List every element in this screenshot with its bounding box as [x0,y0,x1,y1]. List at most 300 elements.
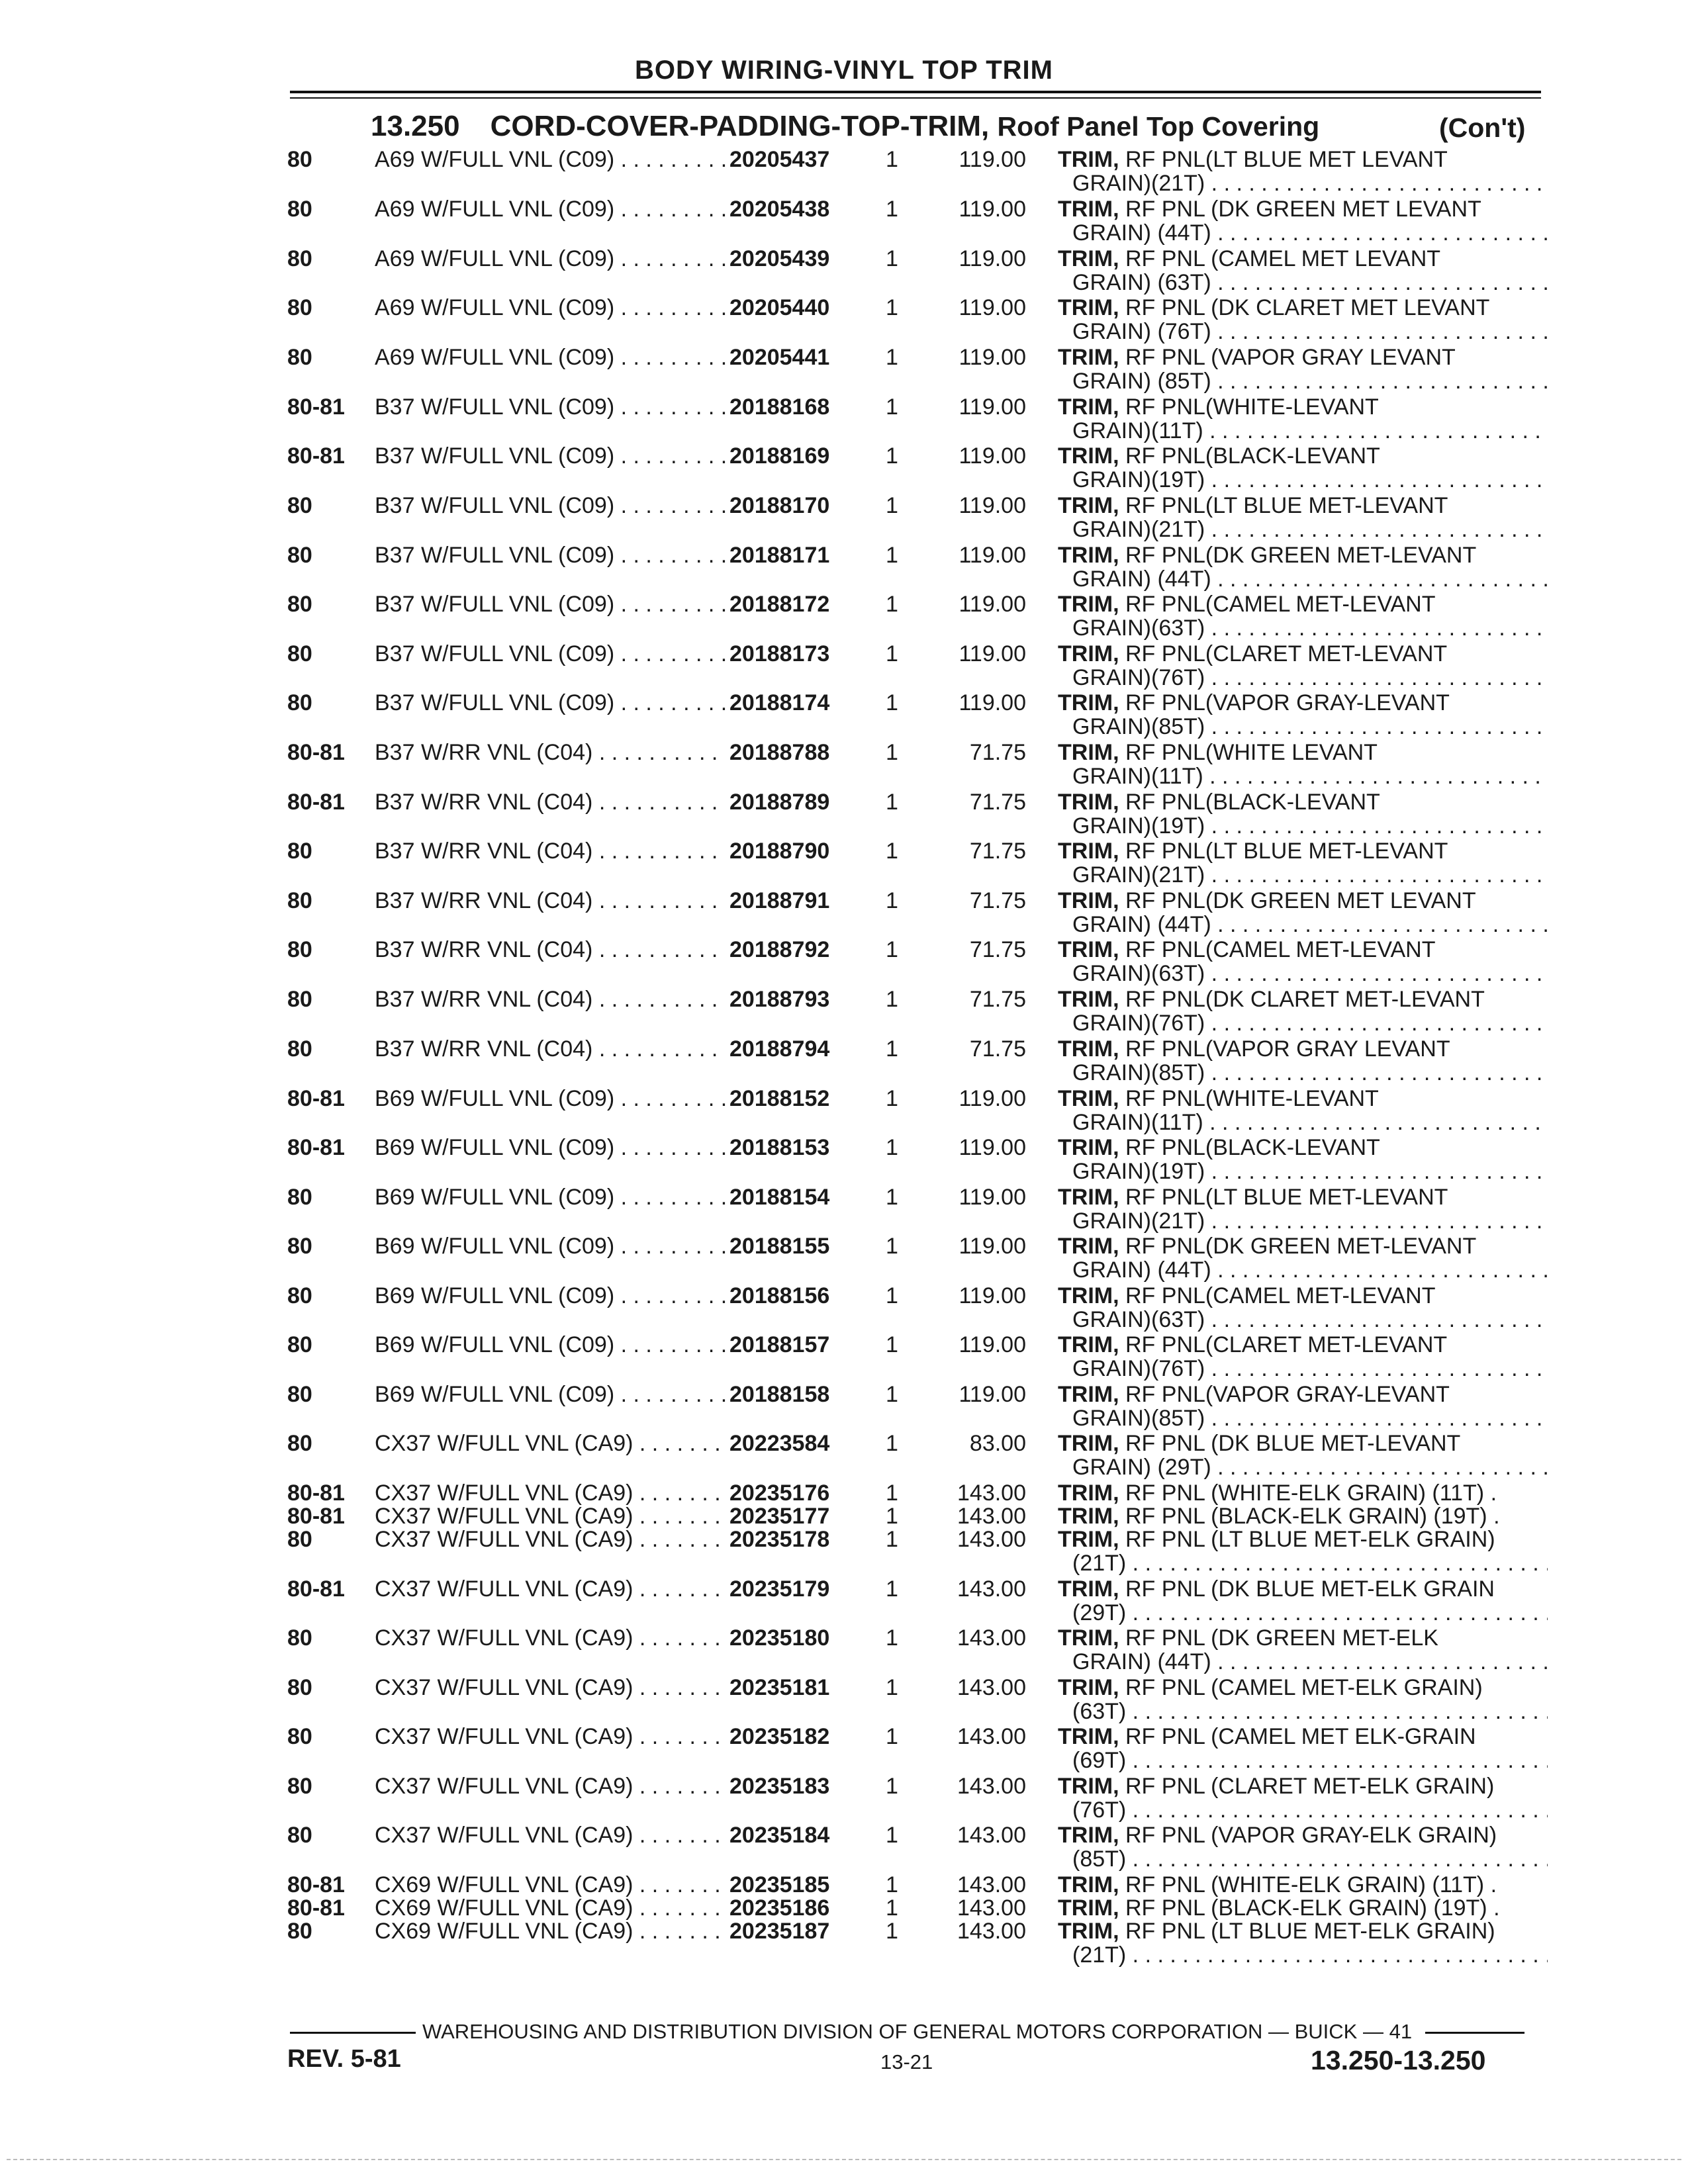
model-code-text: A69 W/FULL VNL (C09) [375,197,615,222]
part-number: 20188789 [729,790,830,815]
model-code [375,1431,726,1456]
description-line1: TRIM, RF PNL(BLACK-LEVANT [1058,790,1380,815]
description-line2: GRAIN)(63T) . . . [1072,1307,1548,1332]
description-line1: TRIM, RF PNL (VAPOR GRAY-ELK GRAIN) [1058,1823,1497,1848]
description-line1: TRIM, RF PNL (BLACK-ELK GRAIN) (19T) . [1058,1895,1500,1921]
model-year: 80 [287,1283,312,1308]
model-code [375,246,726,271]
quantity: 1 [886,1774,898,1799]
part-number: 20235180 [729,1625,830,1651]
description-line1: TRIM, RF PNL(CAMEL MET-LEVANT [1058,1283,1436,1308]
description-line2: GRAIN)(19T) . . . [1072,467,1548,492]
model-code [375,1823,726,1848]
model-code [375,839,726,864]
model-code [375,1504,726,1529]
model-code [375,493,726,518]
model-year: 80 [287,1382,312,1407]
part-number: 20188173 [729,641,830,666]
section-continued: (Con't) [1439,113,1526,143]
model-year: 80 [287,147,312,172]
model-year: 80-81 [287,1480,345,1506]
price: 83.00 [969,1431,1026,1456]
part-number: 20188153 [729,1135,830,1160]
model-year: 80 [287,1625,312,1651]
part-number: 20235186 [729,1895,830,1921]
quantity: 1 [886,690,898,715]
description-line2: GRAIN)(63T) . . . [1072,615,1548,641]
description-line2: GRAIN)(85T) . . . [1072,1060,1548,1085]
price: 119.00 [959,394,1026,420]
description-line1: TRIM, RF PNL (LT BLUE MET-ELK GRAIN) [1058,1527,1495,1552]
description-line2: GRAIN) (44T) . . . [1072,1649,1548,1674]
model-code-text: A69 W/FULL VNL (C09) [375,147,615,172]
quantity: 1 [886,1185,898,1210]
description-line2: GRAIN)(21T) . . . [1072,862,1548,887]
part-number: 20205439 [729,246,830,271]
model-code-text: CX37 W/FULL VNL (CA9) [375,1675,633,1700]
model-code-text: B37 W/FULL VNL (C09) [375,493,615,518]
model-year: 80 [287,888,312,913]
quantity: 1 [886,937,898,962]
model-code-text: CX37 W/FULL VNL (CA9) [375,1823,633,1848]
model-code-text: CX37 W/FULL VNL (CA9) [375,1625,633,1651]
description-line2: GRAIN)(21T) . . . [1072,517,1548,542]
description-line1: TRIM, RF PNL(VAPOR GRAY-LEVANT [1058,1382,1450,1407]
model-code-text: B69 W/FULL VNL (C09) [375,1382,615,1407]
description-line2: (85T) . . . [1072,1846,1548,1872]
description-line2: GRAIN) (29T) . . . [1072,1455,1548,1480]
model-code [375,1185,726,1210]
model-code [375,1724,726,1749]
model-code-text: B37 W/RR VNL (C04) [375,839,593,864]
model-code-text: B37 W/RR VNL (C04) [375,888,593,913]
model-code-text: CX37 W/FULL VNL (CA9) [375,1480,633,1506]
quantity: 1 [886,1576,898,1602]
quantity: 1 [886,1480,898,1506]
price: 143.00 [957,1724,1026,1749]
quantity: 1 [886,345,898,370]
part-number: 20235182 [729,1724,830,1749]
model-year: 80 [287,345,312,370]
description-line2: GRAIN)(19T) . . . [1072,813,1548,839]
model-year: 80-81 [287,790,345,815]
part-number: 20235179 [729,1576,830,1602]
model-year: 80 [287,1036,312,1062]
description-line1: TRIM, RF PNL(VAPOR GRAY-LEVANT [1058,690,1450,715]
quantity: 1 [886,641,898,666]
model-code-text: B69 W/FULL VNL (C09) [375,1283,615,1308]
model-code [375,1576,726,1602]
part-number: 20235183 [729,1774,830,1799]
description-line2: GRAIN)(11T) . . . [1072,764,1548,789]
model-code-text: A69 W/FULL VNL (C09) [375,295,615,320]
scan-edge-line [7,2159,1681,2160]
part-number: 20235178 [729,1527,830,1552]
model-code-text: B37 W/RR VNL (C04) [375,1036,593,1062]
description-line2: GRAIN)(85T) . . . [1072,1406,1548,1431]
part-number: 20235184 [729,1823,830,1848]
quantity: 1 [886,1382,898,1407]
price: 119.00 [959,295,1026,320]
quantity: 1 [886,1332,898,1357]
part-number: 20235185 [729,1872,830,1897]
price: 119.00 [959,1086,1026,1111]
description-line1: TRIM, RF PNL (CAMEL MET-ELK GRAIN) [1058,1675,1483,1700]
model-code-text: CX37 W/FULL VNL (CA9) [375,1431,633,1456]
price: 119.00 [959,197,1026,222]
quantity: 1 [886,839,898,864]
quantity: 1 [886,1895,898,1921]
quantity: 1 [886,592,898,617]
model-code-text: B37 W/FULL VNL (C09) [375,394,615,420]
description-line1: TRIM, RF PNL (BLACK-ELK GRAIN) (19T) . [1058,1504,1500,1529]
price: 119.00 [959,493,1026,518]
model-code [375,641,726,666]
part-number: 20235177 [729,1504,830,1529]
part-number: 20188168 [729,394,830,420]
model-year: 80 [287,641,312,666]
model-year: 80-81 [287,1086,345,1111]
price: 143.00 [957,1480,1026,1506]
model-year: 80 [287,1724,312,1749]
description-line1: TRIM, RF PNL(CLARET MET-LEVANT [1058,1332,1448,1357]
quantity: 1 [886,1431,898,1456]
description-line1: TRIM, RF PNL (LT BLUE MET-ELK GRAIN) [1058,1919,1495,1944]
page-title: BODY WIRING-VINYL TOP TRIM [635,56,1053,85]
model-year: 80 [287,1675,312,1700]
model-year: 80-81 [287,1135,345,1160]
price: 71.75 [969,1036,1026,1062]
model-code [375,1234,726,1259]
part-number: 20205438 [729,197,830,222]
price: 71.75 [969,888,1026,913]
model-code [375,1675,726,1700]
description-line2: GRAIN) (63T) . . . [1072,270,1548,295]
quantity: 1 [886,197,898,222]
price: 143.00 [957,1527,1026,1552]
price: 119.00 [959,443,1026,469]
model-code [375,443,726,469]
description-line1: TRIM, RF PNL (CLARET MET-ELK GRAIN) [1058,1774,1495,1799]
model-year: 80-81 [287,394,345,420]
model-year: 80 [287,592,312,617]
description-line2: GRAIN)(76T) . . . [1072,665,1548,690]
model-code-text: A69 W/FULL VNL (C09) [375,246,615,271]
model-code-text: B37 W/FULL VNL (C09) [375,641,615,666]
price: 71.75 [969,987,1026,1012]
price: 143.00 [957,1774,1026,1799]
description-line1: TRIM, RF PNL(DK GREEN MET-LEVANT [1058,543,1477,568]
price: 119.00 [959,1185,1026,1210]
part-number: 20188788 [729,740,830,765]
part-number: 20205437 [729,147,830,172]
price: 143.00 [957,1625,1026,1651]
description-line2: (29T) . . . [1072,1600,1548,1625]
description-line2: GRAIN)(21T) . . . [1072,171,1548,196]
quantity: 1 [886,1872,898,1897]
description-line1: TRIM, RF PNL(LT BLUE MET-LEVANT [1058,839,1448,864]
model-year: 80 [287,1527,312,1552]
description-line1: TRIM, RF PNL(DK CLARET MET-LEVANT [1058,987,1485,1012]
price: 119.00 [959,147,1026,172]
model-code-text: CX69 W/FULL VNL (CA9) [375,1872,633,1897]
price: 119.00 [959,1283,1026,1308]
model-code-text: B37 W/FULL VNL (C09) [375,443,615,469]
price: 143.00 [957,1504,1026,1529]
price: 71.75 [969,740,1026,765]
price: 119.00 [959,1135,1026,1160]
model-code [375,790,726,815]
model-year: 80-81 [287,1504,345,1529]
price: 143.00 [957,1895,1026,1921]
quantity: 1 [886,790,898,815]
part-number: 20235187 [729,1919,830,1944]
description-line2: GRAIN)(11T) . . . [1072,1110,1548,1135]
title-rule-thin [290,97,1541,99]
section-title: CORD-COVER-PADDING-TOP-TRIM, [490,110,990,142]
model-code [375,345,726,370]
part-number: 20188172 [729,592,830,617]
model-code [375,1135,726,1160]
section-subtitle: Roof Panel Top Covering [997,111,1320,142]
part-number: 20188170 [729,493,830,518]
description-line1: TRIM, RF PNL (DK GREEN MET LEVANT [1058,197,1481,222]
description-line1: TRIM, RF PNL (DK BLUE MET-LEVANT [1058,1431,1461,1456]
footer-division-text: WAREHOUSING AND DISTRIBUTION DIVISION OF GENERAL MOTORS CORPORATION — BUICK — 41 [422,2020,1413,2043]
model-year: 80 [287,839,312,864]
model-year: 80 [287,1919,312,1944]
footer-rule-left [290,2032,416,2034]
description-line2: GRAIN) (44T) . . . [1072,220,1548,246]
description-line1: TRIM, RF PNL(DK GREEN MET LEVANT [1058,888,1476,913]
description-line2: GRAIN) (44T) . . . [1072,912,1548,937]
model-year: 80 [287,1332,312,1357]
model-code-text: B69 W/FULL VNL (C09) [375,1086,615,1111]
description-line2: (63T) . . . [1072,1699,1548,1724]
model-code [375,1480,726,1506]
model-code-text: B37 W/FULL VNL (C09) [375,690,615,715]
price: 71.75 [969,790,1026,815]
quantity: 1 [886,1135,898,1160]
part-number: 20188794 [729,1036,830,1062]
quantity: 1 [886,443,898,469]
part-number: 20188154 [729,1185,830,1210]
description-line1: TRIM, RF PNL(WHITE-LEVANT [1058,394,1379,420]
model-code-text: CX37 W/FULL VNL (CA9) [375,1527,633,1552]
quantity: 1 [886,1527,898,1552]
footer-rule-right [1425,2032,1524,2034]
model-code-text: CX69 W/FULL VNL (CA9) [375,1919,633,1944]
model-year: 80 [287,543,312,568]
description-line2: GRAIN)(21T) . . . [1072,1208,1548,1234]
price: 119.00 [959,592,1026,617]
quantity: 1 [886,246,898,271]
part-number: 20223584 [729,1431,830,1456]
model-year: 80 [287,690,312,715]
revision-label: REV. 5-81 [287,2045,401,2073]
quantity: 1 [886,1504,898,1529]
description-line2: (21T) . . . [1072,1551,1548,1576]
model-code-text: CX69 W/FULL VNL (CA9) [375,1895,633,1921]
model-code-text: B37 W/FULL VNL (C09) [375,543,615,568]
part-number: 20188155 [729,1234,830,1259]
description-line2: GRAIN) (44T) . . . [1072,567,1548,592]
price: 119.00 [959,690,1026,715]
price: 119.00 [959,641,1026,666]
footer-division [290,2020,1541,2044]
quantity: 1 [886,987,898,1012]
description-line2: GRAIN)(76T) . . . [1072,1011,1548,1036]
model-code-text: CX37 W/FULL VNL (CA9) [375,1724,633,1749]
model-code [375,543,726,568]
part-number: 20188791 [729,888,830,913]
model-code-text: CX37 W/FULL VNL (CA9) [375,1504,633,1529]
part-number: 20235176 [729,1480,830,1506]
quantity: 1 [886,1086,898,1111]
model-year: 80 [287,1431,312,1456]
price: 71.75 [969,937,1026,962]
description-line1: TRIM, RF PNL (DK GREEN MET-ELK [1058,1625,1438,1651]
model-year: 80-81 [287,1872,345,1897]
model-year: 80-81 [287,1576,345,1602]
model-code [375,147,726,172]
model-code [375,295,726,320]
description-line2: GRAIN) (85T) . . . [1072,369,1548,394]
model-code [375,1036,726,1062]
model-code [375,394,726,420]
description-line1: TRIM, RF PNL(BLACK-LEVANT [1058,443,1380,469]
part-number: 20188790 [729,839,830,864]
part-number: 20188169 [729,443,830,469]
quantity: 1 [886,1823,898,1848]
model-year: 80 [287,1823,312,1848]
quantity: 1 [886,1724,898,1749]
description-line2: GRAIN)(76T) . . . [1072,1356,1548,1381]
price: 143.00 [957,1919,1026,1944]
part-number: 20188156 [729,1283,830,1308]
part-number: 20205441 [729,345,830,370]
price: 119.00 [959,543,1026,568]
price: 143.00 [957,1576,1026,1602]
model-code-text: B69 W/FULL VNL (C09) [375,1234,615,1259]
model-code-text: B37 W/RR VNL (C04) [375,790,593,815]
quantity: 1 [886,1234,898,1259]
quantity: 1 [886,543,898,568]
model-year: 80 [287,1774,312,1799]
part-number: 20188174 [729,690,830,715]
quantity: 1 [886,493,898,518]
model-year: 80 [287,295,312,320]
quantity: 1 [886,888,898,913]
price: 143.00 [957,1823,1026,1848]
description-line2: GRAIN)(11T) . . . [1072,418,1548,443]
model-code-text: CX37 W/FULL VNL (CA9) [375,1774,633,1799]
description-line1: TRIM, RF PNL (DK CLARET MET LEVANT [1058,295,1490,320]
part-number: 20188157 [729,1332,830,1357]
description-line1: TRIM, RF PNL (WHITE-ELK GRAIN) (11T) . [1058,1872,1497,1897]
model-code-text: B37 W/RR VNL (C04) [375,937,593,962]
model-code [375,1382,726,1407]
section-range: 13.250-13.250 [1311,2045,1486,2075]
model-year: 80 [287,493,312,518]
quantity: 1 [886,1283,898,1308]
section-number: 13.250 [371,110,460,142]
model-year: 80 [287,197,312,222]
model-year: 80 [287,937,312,962]
part-number: 20188792 [729,937,830,962]
page-number: 13-21 [880,2050,933,2073]
model-code-text: B69 W/FULL VNL (C09) [375,1135,615,1160]
model-code [375,690,726,715]
description-line1: TRIM, RF PNL (CAMEL MET LEVANT [1058,246,1441,271]
price: 71.75 [969,839,1026,864]
part-number: 20205440 [729,295,830,320]
model-code [375,1895,726,1921]
model-code [375,1283,726,1308]
model-code [375,1872,726,1897]
description-line1: TRIM, RF PNL(WHITE LEVANT [1058,740,1378,765]
section-header [371,110,1319,143]
quantity: 1 [886,1625,898,1651]
part-number: 20188171 [729,543,830,568]
price: 119.00 [959,1234,1026,1259]
price: 119.00 [959,1332,1026,1357]
model-code [375,1625,726,1651]
description-line1: TRIM, RF PNL(CAMEL MET-LEVANT [1058,592,1436,617]
price: 119.00 [959,345,1026,370]
description-line1: TRIM, RF PNL(WHITE-LEVANT [1058,1086,1379,1111]
model-code [375,1774,726,1799]
model-code [375,1919,726,1944]
description-line1: TRIM, RF PNL(VAPOR GRAY LEVANT [1058,1036,1450,1062]
model-code [375,937,726,962]
model-code-text: B37 W/FULL VNL (C09) [375,592,615,617]
quantity: 1 [886,394,898,420]
description-line1: TRIM, RF PNL(LT BLUE MET-LEVANT [1058,1185,1448,1210]
model-code-text: B37 W/RR VNL (C04) [375,987,593,1012]
quantity: 1 [886,1675,898,1700]
model-code [375,987,726,1012]
model-code [375,740,726,765]
model-year: 80-81 [287,443,345,469]
model-year: 80 [287,1234,312,1259]
title-rule [290,91,1541,93]
quantity: 1 [886,1036,898,1062]
quantity: 1 [886,295,898,320]
description-line1: TRIM, RF PNL (WHITE-ELK GRAIN) (11T) . [1058,1480,1497,1506]
model-code-text: A69 W/FULL VNL (C09) [375,345,615,370]
description-line2: GRAIN) (76T) . . . [1072,319,1548,344]
model-year: 80 [287,987,312,1012]
model-code [375,1332,726,1357]
quantity: 1 [886,147,898,172]
description-line2: GRAIN)(63T) . . . [1072,961,1548,986]
description-line1: TRIM, RF PNL (DK BLUE MET-ELK GRAIN [1058,1576,1495,1602]
price: 143.00 [957,1872,1026,1897]
description-line1: TRIM, RF PNL(CAMEL MET-LEVANT [1058,937,1436,962]
part-number: 20188793 [729,987,830,1012]
model-code [375,1086,726,1111]
description-line1: TRIM, RF PNL(DK GREEN MET-LEVANT [1058,1234,1477,1259]
description-line1: TRIM, RF PNL (VAPOR GRAY LEVANT [1058,345,1456,370]
price: 119.00 [959,246,1026,271]
model-code-text: B69 W/FULL VNL (C09) [375,1185,615,1210]
quantity: 1 [886,1919,898,1944]
description-line1: TRIM, RF PNL (CAMEL MET ELK-GRAIN [1058,1724,1476,1749]
model-code-text: B69 W/FULL VNL (C09) [375,1332,615,1357]
description-line1: TRIM, RF PNL(LT BLUE MET-LEVANT [1058,493,1448,518]
description-line1: TRIM, RF PNL(LT BLUE MET LEVANT [1058,147,1448,172]
